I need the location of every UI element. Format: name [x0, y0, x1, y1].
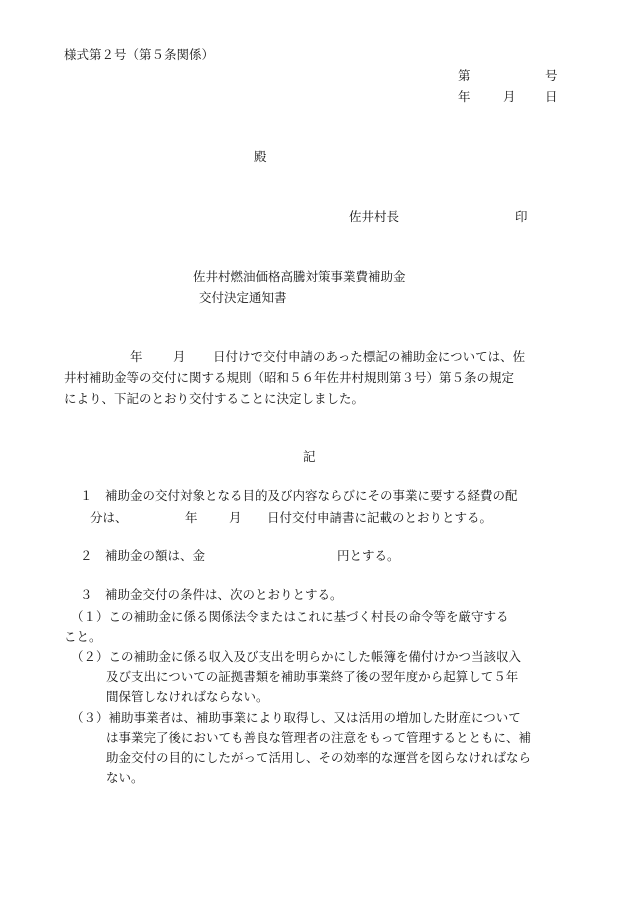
para-line1: 日付けで交付申請のあった標記の補助金については、佐 — [213, 349, 526, 364]
document-title-line2: 交付決定通知書 — [199, 290, 287, 305]
condition2-line1: （２）この補助金に係る収入及び支出を明らかにした帳簿を備付けかつ当該収入 — [71, 649, 522, 664]
para-date-month: 月 — [173, 349, 186, 364]
condition1-line1: （１）この補助金に係る関係法令またはこれに基づく村長の命令等を厳守する — [71, 609, 509, 624]
sender-name: 佐井村長 — [349, 209, 400, 224]
item2-amount-unit: 円とする。 — [337, 548, 400, 563]
condition3-line3: 助金交付の目的にしたがって活用し、その効率的な運営を図らなければなら — [106, 750, 532, 765]
item1-line2-a: 分は、 — [90, 510, 128, 525]
condition2-line3: 間保管しなければならない。 — [106, 689, 269, 704]
sender-seal: 印 — [515, 209, 528, 224]
condition3-line1: （３）補助事業者は、補助事業により取得し、又は活用の増加した財産について — [71, 710, 521, 725]
condition3-line2: は事業完了後においても善良な管理者の注意をもって管理するとともに、補 — [106, 730, 532, 745]
number-prefix: 第 — [458, 68, 471, 83]
item1-line2-b: 日付交付申請書に記載のとおりとする。 — [267, 510, 493, 525]
item1-line2-month: 月 — [229, 510, 242, 525]
item1-line2-year: 年 — [185, 510, 198, 525]
date-day: 日 — [545, 89, 558, 104]
item3-heading: ３ 補助金交付の条件は、次のとおりとする。 — [80, 587, 343, 602]
item2-amount-label: ２ 補助金の額は、金 — [80, 548, 206, 563]
para-date-year: 年 — [130, 349, 143, 364]
para-line2: 井村補助金等の交付に関する規則（昭和５６年佐井村規則第３号）第５条の規定 — [64, 370, 515, 385]
condition2-line2: 及び支出についての証拠書類を補助事業終了後の翌年度から起算して５年 — [106, 669, 519, 684]
addressee-honorific: 殿 — [254, 149, 267, 164]
form-label: 様式第２号（第５条関係） — [64, 47, 215, 62]
date-year: 年 — [458, 89, 471, 104]
document-title-line1: 佐井村燃油価格高騰対策事業費補助金 — [193, 269, 406, 284]
condition3-line4: ない。 — [106, 770, 144, 785]
ki-heading: 記 — [303, 449, 316, 464]
condition1-line2: こと。 — [64, 629, 102, 644]
item1-line1: １ 補助金の交付対象となる目的及び内容ならびにその事業に要する経費の配 — [80, 488, 518, 503]
number-suffix: 号 — [545, 68, 558, 83]
date-month: 月 — [503, 89, 516, 104]
para-line3: により、下記のとおり交付することに決定しました。 — [64, 391, 365, 406]
